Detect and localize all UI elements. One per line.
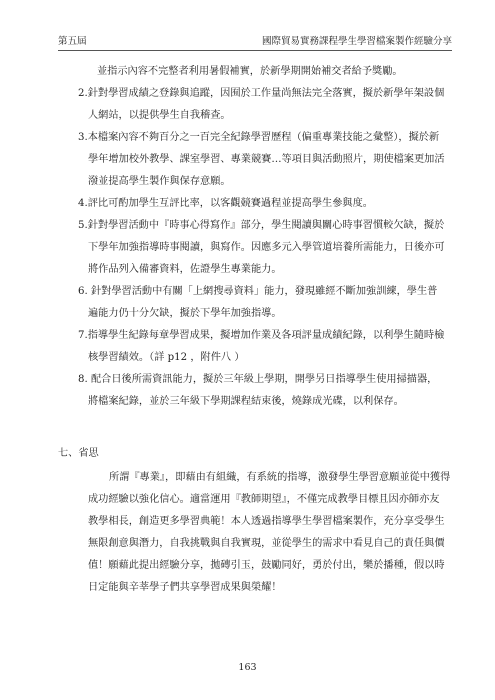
list-item-6: 6. 針對學習活動中有關「上網搜尋資料」能力，發現雖經不斷加強訓練，學生普 bbox=[78, 286, 438, 297]
paragraph-line: 下學年加強指導時事閱讀，與寫作。因應多元入學管道培養所需能力，日後亦可 bbox=[88, 242, 445, 253]
page-number: 163 bbox=[238, 662, 257, 673]
paragraph-line: 將作品列入備審資料，佐證學生專業能力。 bbox=[88, 264, 282, 275]
paragraph-line: 無限創意與潛力，自我挑戰與自我實現，並從學生的需求中看見自己的責任與價 bbox=[88, 538, 445, 549]
list-item-2: 2.針對學習成績之登錄與追蹤，因囿於工作量尚無法完全落實，擬於新學年架設個 bbox=[78, 88, 445, 99]
paragraph-line: 日定能與辛莘學子們共享學習成果與榮耀！ bbox=[88, 582, 282, 593]
header-rule bbox=[58, 50, 452, 51]
running-header bbox=[58, 33, 452, 47]
list-item-4: 4.評比可酌加學生互評比率，以客觀競賽過程並提高學生參與度。 bbox=[78, 198, 373, 209]
header-session: 第五屆 bbox=[58, 36, 87, 47]
paragraph-line: 核學習績效。（詳 p12 ，附件八 ） bbox=[88, 352, 245, 363]
paragraph-line: 成功經驗以強化信心。適當運用『教師期望』，不僅完成教學目標且因亦師亦友 bbox=[88, 494, 440, 505]
section-heading: 七、省思 bbox=[58, 448, 99, 459]
paragraph-line: 並指示內容不完整者利用暑假補實，於新學期開始補交者給予獎勵。 bbox=[97, 66, 403, 77]
paragraph-line: 遍能力仍十分欠缺，擬於下學年加強指導。 bbox=[88, 308, 282, 319]
paragraph-line: 將檔案紀錄，並於三年級下學期課程結束後，燒錄成光碟，以利保存。 bbox=[88, 396, 404, 407]
paragraph-line: 潑並提高學生製作與保存意願。 bbox=[88, 176, 231, 187]
paragraph-line: 人網站，以提供學生自我稽查。 bbox=[88, 110, 231, 121]
paragraph-line: 所謂『專業』，即藉由有組織，有系統的指導，激發學生學習意願並從中獲得 bbox=[109, 472, 451, 483]
header-title: 國際貿易實務課程學生學習檔案製作經驗分享 bbox=[261, 36, 452, 47]
list-item-8: 8. 配合日後所需資訊能力，擬於三年級上學期，開學另日指導學生使用掃描器， bbox=[78, 374, 438, 385]
list-item-5: 5.針對學習活動中『時事心得寫作』部分，學生閱讀與關心時事習慣較欠缺，擬於 bbox=[78, 220, 445, 231]
paragraph-line: 學年增加校外教學、課室學習、專業競賽…等項目與活動照片，期使檔案更加活 bbox=[88, 154, 445, 165]
paragraph-line: 教學相長，創造更多學習典範！本人透過指導學生學習檔案製作，充分享受學生 bbox=[88, 516, 445, 527]
list-item-7: 7.指導學生紀錄每章學習成果，擬增加作業及各項評量成績紀錄，以利學生隨時檢 bbox=[78, 330, 445, 341]
list-item-3: 3.本檔案內容不夠百分之一百完全紀錄學習歷程（偏重專業技能之彙整），擬於新 bbox=[78, 132, 440, 143]
paragraph-line: 值！願藉此提出經驗分享，拋磚引玉，鼓勵同好，勇於付出，樂於播種，假以時 bbox=[88, 560, 445, 571]
